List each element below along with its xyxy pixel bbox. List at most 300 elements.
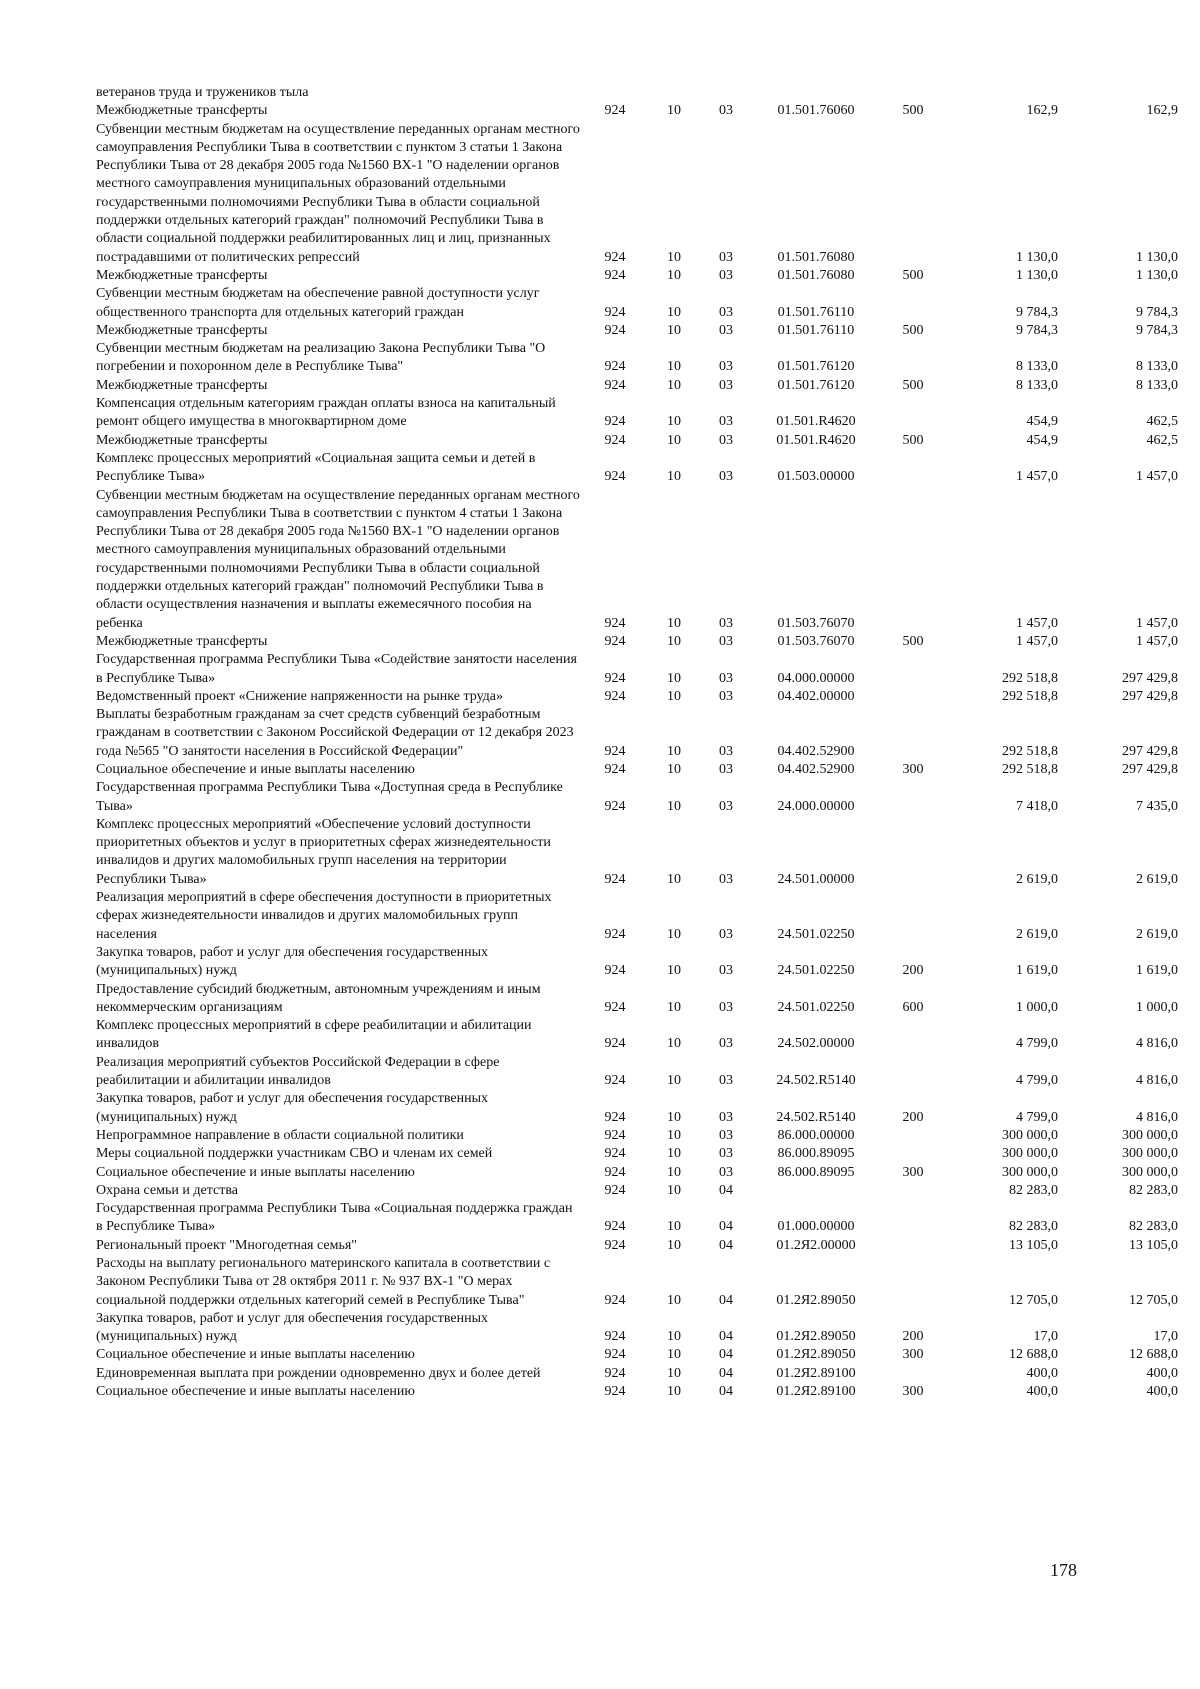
table-row [96,1310,1178,1347]
row-sum-year-1: 13 105,0 [1009,1237,1058,1253]
row-expense-type [878,816,948,889]
table-row [96,1383,1178,1401]
row-sum-year-2: 12 705,0 [1129,1292,1178,1308]
row-sum-year-2: 9 784,3 [1136,322,1178,338]
table-row [96,84,1178,102]
row-expense-type [878,706,948,761]
row-grbs-code: 924 [604,103,626,119]
row-name: Субвенции местным бюджетам на осуществление переданных органам местного самоуправления Республики Тыва в соответствии с пунктом 3 статьи 1 Закона Республики Тыва от 28 декабря 2005 года №1560 ВХ-1 "О наделении органов местного самоуправления муниципальных образований отдельными государственными полномочиями Республики Тыва в области социальной поддержки отдельных категорий граждан" полномочий Республики Тыва в области социальной поддержки реабилитированных лиц и лиц, признанных пострадавшими от политических репрессий [96,121,580,265]
row-name: Охрана семьи и детства [96,1182,238,1198]
row-sum-year-2: 462,5 [1146,414,1178,430]
row-subsection-code: 03 [719,670,733,686]
table-row [96,1365,1178,1383]
row-sum-year-2: 1 130,0 [1136,249,1178,265]
row-grbs-code: 924 [604,377,626,393]
row-subsection-code: 03 [719,249,733,265]
row-expense-type: 500 [902,633,924,649]
row-name: Социальное обеспечение и иные выплаты населению [96,1347,415,1363]
row-section-code: 10 [667,871,681,887]
row-name: Меры социальной поддержки участникам СВО и членам их семей [96,1146,493,1162]
table-row [96,1182,1178,1200]
row-target-article: 86.000.89095 [777,1146,855,1162]
row-sum-year-2: 2 619,0 [1136,871,1178,887]
row-expense-type [878,779,948,816]
row-expense-type: 500 [902,103,924,119]
row-sum-year-1: 400,0 [1026,1384,1058,1400]
row-expense-type [878,688,948,706]
table-row [96,688,1178,706]
row-subsection-code: 04 [719,1347,733,1363]
row-target-article [754,84,878,102]
row-target-article: 24.502.R5140 [776,1073,856,1089]
row-name: Социальное обеспечение и иные выплаты населению [96,1384,415,1400]
row-sum-year-2: 82 283,0 [1129,1182,1178,1198]
row-subsection-code: 03 [719,377,733,393]
row-target-article: 01.2Я2.89050 [776,1347,856,1363]
row-name: Комплекс процессных мероприятий «Обеспечение условий доступности приоритетных объектов и услуг в приоритетных сферах жизнедеятельности инвалидов и других маломобильных групп населения на территории Республики Тыва» [96,816,551,887]
row-target-article: 01.501.R4620 [776,432,856,448]
row-sum-year-1: 8 133,0 [1016,359,1058,375]
row-expense-type: 200 [902,1329,924,1345]
row-subsection-code: 03 [719,267,733,283]
row-section-code: 10 [667,304,681,320]
table-row [96,1127,1178,1145]
table-row [96,779,1178,816]
row-sum-year-1: 9 784,3 [1016,304,1058,320]
row-target-article: 01.000.00000 [777,1219,855,1235]
row-sum-year-2: 9 784,3 [1136,304,1178,320]
row-name: Предоставление субсидий бюджетным, автономным учреждениям и иным некоммерческим организациям [96,981,541,1015]
row-section-code: 10 [667,414,681,430]
row-sum-year-2: 4 816,0 [1136,1073,1178,1089]
row-section-code: 10 [667,1036,681,1052]
row-section-code: 10 [667,1237,681,1253]
row-grbs-code: 924 [604,1219,626,1235]
row-section-code: 10 [667,615,681,631]
row-sum-year-1: 292 518,8 [1002,761,1058,777]
row-section-code: 10 [667,1219,681,1235]
row-name: Реализация мероприятий в сфере обеспечения доступности в приоритетных сферах жизнедеятельности инвалидов и других маломобильных групп населения [96,890,552,942]
row-name: Непрограммное направление в области социальной политики [96,1127,464,1143]
table-row [96,706,1178,761]
row-target-article: 01.501.76080 [777,267,855,283]
row-subsection-code: 04 [719,1219,733,1235]
row-section-code: 10 [667,1109,681,1125]
row-sum-year-1: 1 457,0 [1016,633,1058,649]
row-grbs-code: 924 [604,798,626,814]
row-expense-type [878,889,948,944]
row-sum-year-1: 4 799,0 [1016,1036,1058,1052]
row-grbs-code: 924 [604,1036,626,1052]
row-name: Межбюджетные трансферты [96,322,268,338]
row-expense-type: 200 [902,963,924,979]
row-sum-year-1: 4 799,0 [1016,1109,1058,1125]
row-name: Социальное обеспечение и иные выплаты населению [96,761,415,777]
row-sum-year-2: 8 133,0 [1136,377,1178,393]
row-subsection-code: 03 [719,688,733,704]
row-sum-year-1: 400,0 [1026,1365,1058,1381]
row-target-article: 24.501.02250 [777,926,855,942]
row-section-code: 10 [667,798,681,814]
row-subsection-code: 03 [719,1036,733,1052]
row-sum-year-2: 1 457,0 [1136,615,1178,631]
row-grbs-code: 924 [604,1292,626,1308]
row-name: Межбюджетные трансферты [96,377,268,393]
row-target-article: 01.501.76060 [777,103,855,119]
table-row [96,1237,1178,1255]
row-expense-type [878,1365,948,1383]
row-section-code: 10 [667,1182,681,1198]
row-grbs-code: 924 [604,1384,626,1400]
row-grbs-code: 924 [604,1073,626,1089]
row-sum-year-2: 300 000,0 [1122,1127,1178,1143]
table-row [96,651,1178,688]
budget-table [96,84,1178,1401]
row-name: Единовременная выплата при рождении одновременно двух и более детей [96,1365,541,1381]
row-sum-year-1: 82 283,0 [1009,1182,1058,1198]
row-section-code: 10 [667,249,681,265]
row-grbs-code: 924 [604,1329,626,1345]
row-subsection-code: 04 [719,1292,733,1308]
row-sum-year-2: 12 688,0 [1129,1347,1178,1363]
row-sum-year-2: 297 429,8 [1122,761,1178,777]
row-target-article: 01.501.76110 [777,304,855,320]
row-name: Межбюджетные трансферты [96,633,268,649]
row-expense-type: 500 [902,267,924,283]
row-grbs-code: 924 [604,267,626,283]
row-section-code: 10 [667,999,681,1015]
row-sum-year-2: 1 619,0 [1136,963,1178,979]
row-target-article: 01.2Я2.00000 [776,1237,856,1253]
row-expense-type: 200 [902,1109,924,1125]
table-row [96,1145,1178,1163]
row-grbs-code: 924 [604,761,626,777]
row-name: Межбюджетные трансферты [96,267,268,283]
row-section-code: 10 [667,761,681,777]
row-name: Ведомственный проект «Снижение напряженности на рынке труда» [96,688,504,704]
row-target-article: 01.2Я2.89100 [776,1384,856,1400]
row-subsection-code: 03 [719,1073,733,1089]
row-expense-type [878,487,948,633]
row-grbs-code: 924 [604,1237,626,1253]
row-section-code: 10 [667,1365,681,1381]
row-name: Межбюджетные трансферты [96,103,268,119]
table-row [96,1090,1178,1127]
row-grbs-code: 924 [604,1347,626,1363]
row-sum-year-1: 1 130,0 [1016,249,1058,265]
row-grbs-code: 924 [604,1127,626,1143]
row-sum-year-1: 12 705,0 [1009,1292,1058,1308]
row-section-code: 10 [667,1164,681,1180]
row-sum-year-1: 1 457,0 [1016,469,1058,485]
row-subsection-code: 04 [719,1384,733,1400]
row-target-article: 01.2Я2.89050 [776,1292,856,1308]
row-sum-year-1: 162,9 [1026,103,1058,119]
budget-table-body [96,84,1178,1401]
row-section-code: 10 [667,322,681,338]
row-name: Закупка товаров, работ и услуг для обеспечения государственных (муниципальных) нужд [96,1310,489,1345]
row-grbs-code: 924 [604,1182,626,1198]
row-target-article: 04.402.00000 [777,688,855,704]
table-row [96,981,1178,1018]
table-row [96,944,1178,981]
row-target-article [754,1182,878,1200]
row-subsection-code: 03 [719,761,733,777]
row-sum-year-1: 17,0 [1033,1329,1058,1345]
row-subsection-code: 04 [719,1365,733,1381]
row-grbs-code: 924 [604,999,626,1015]
row-sum-year-1: 8 133,0 [1016,377,1058,393]
row-grbs-code: 924 [604,1146,626,1162]
table-row [96,377,1178,395]
table-row [96,889,1178,944]
table-row [96,121,1178,267]
row-section-code: 10 [667,469,681,485]
row-section-code: 10 [667,670,681,686]
row-expense-type [878,285,948,322]
table-row [96,487,1178,633]
row-section-code: 10 [667,1292,681,1308]
row-sum-year-1: 1 457,0 [1016,615,1058,631]
row-sum-year-1: 12 688,0 [1009,1347,1058,1363]
table-row [96,761,1178,779]
row-expense-type [878,1017,948,1054]
table-row [96,322,1178,340]
table-row [96,1255,1178,1310]
row-target-article: 01.503.00000 [777,469,855,485]
row-expense-type [878,450,948,487]
row-section-code: 10 [667,1384,681,1400]
row-name: Государственная программа Республики Тыва «Содействие занятости населения в Республике Тыва» [96,652,577,686]
row-expense-type: 300 [902,1384,924,1400]
row-name: Субвенции местным бюджетам на осуществление переданных органам местного самоуправления Республики Тыва в соответствии с пунктом 4 статьи 1 Закона Республики Тыва от 28 декабря 2005 года №1560 ВХ-1 "О наделении органов местного самоуправления муниципальных образований отдельными государственными полномочиями Республики Тыва в области социальной поддержки отдельных категорий граждан" полномочий Республики Тыва в области осуществления назначения и выплаты ежемесячного пособия на ребенка [96,487,580,631]
row-sum-year-1: 2 619,0 [1016,871,1058,887]
row-target-article: 01.501.76120 [777,377,855,393]
row-subsection-code: 03 [719,615,733,631]
row-grbs-code: 924 [604,688,626,704]
row-expense-type [878,1127,948,1145]
row-expense-type: 300 [902,761,924,777]
row-sum-year-2: 82 283,0 [1129,1219,1178,1235]
row-name: Расходы на выплату регионального материнского капитала в соответствии с Законом Республики Тыва от 28 октября 2011 г. № 937 ВХ-1 "О мерах социальной поддержки отдельных категорий семей в Республике Тыва" [96,1256,551,1308]
row-target-article: 01.2Я2.89100 [776,1365,856,1381]
row-target-article: 01.501.76080 [777,249,855,265]
row-sum-year-2: 13 105,0 [1129,1237,1178,1253]
row-subsection-code: 03 [719,798,733,814]
row-name: ветеранов труда и тружеников тыла [96,85,309,100]
row-sum-year-2: 297 429,8 [1122,743,1178,759]
row-name: Реализация мероприятий субъектов Российской Федерации в сфере реабилитации и абилитации инвалидов [96,1054,500,1089]
row-sum-year-1: 454,9 [1026,432,1058,448]
row-target-article: 01.2Я2.89050 [776,1329,856,1345]
row-subsection-code: 03 [719,1127,733,1143]
row-subsection-code: 03 [719,469,733,485]
row-expense-type [878,1237,948,1255]
row-sum-year-1: 454,9 [1026,414,1058,430]
row-sum-year-1: 292 518,8 [1002,688,1058,704]
row-section-code: 10 [667,963,681,979]
row-sum-year-1: 292 518,8 [1002,743,1058,759]
row-name: Выплаты безработным гражданам за счет средств субвенций безработным гражданам в соответствии с Законом Российской Федерации от 12 декабря 2023 года №565 "О занятости населения в Российской Федерации" [96,707,574,759]
row-sum-year-2: 4 816,0 [1136,1109,1178,1125]
row-sum-year-1: 292 518,8 [1002,670,1058,686]
row-sum-year-1: 82 283,0 [1009,1219,1058,1235]
row-sum-year-2: 162,9 [1146,103,1178,119]
row-expense-type [878,1255,948,1310]
row-grbs-code: 924 [604,414,626,430]
row-grbs-code: 924 [604,670,626,686]
row-grbs-code: 924 [604,322,626,338]
row-subsection-code: 03 [719,322,733,338]
row-subsection-code: 04 [719,1182,733,1198]
row-name: Государственная программа Республики Тыва «Социальная поддержка граждан в Республике Тыва» [96,1201,573,1235]
row-section-code: 10 [667,103,681,119]
row-section-code: 10 [667,743,681,759]
table-row [96,450,1178,487]
row-sum-year-2: 1 457,0 [1136,633,1178,649]
row-section-code: 10 [667,1347,681,1363]
row-sum-year-2: 1 000,0 [1136,999,1178,1015]
table-row [96,1200,1178,1237]
row-grbs-code: 924 [604,469,626,485]
row-grbs-code: 924 [604,633,626,649]
row-sum-year-1: 9 784,3 [1016,322,1058,338]
row-sum-year-2 [1058,84,1178,102]
row-grbs-code: 924 [604,963,626,979]
row-name: Закупка товаров, работ и услуг для обеспечения государственных (муниципальных) нужд [96,944,489,979]
table-row [96,1346,1178,1364]
row-sum-year-2: 2 619,0 [1136,926,1178,942]
row-section-code: 10 [667,267,681,283]
row-expense-type: 500 [902,377,924,393]
row-section-code: 10 [667,1127,681,1143]
row-target-article: 01.501.76110 [777,322,855,338]
row-sum-year-1: 300 000,0 [1002,1164,1058,1180]
row-expense-type [878,1182,948,1200]
row-grbs-code [580,84,650,102]
row-expense-type [878,1054,948,1091]
row-target-article: 04.402.52900 [777,743,855,759]
row-name: Государственная программа Республики Тыва «Доступная среда в Республике Тыва» [96,780,563,814]
row-subsection-code: 03 [719,1109,733,1125]
row-name: Комплекс процессных мероприятий «Социальная защита семьи и детей в Республике Тыва» [96,450,536,485]
table-row [96,1164,1178,1182]
row-expense-type: 300 [902,1347,924,1363]
row-grbs-code: 924 [604,1365,626,1381]
table-row [96,633,1178,651]
row-subsection-code: 03 [719,1146,733,1162]
row-subsection-code: 03 [719,359,733,375]
row-sum-year-2: 400,0 [1146,1365,1178,1381]
row-name: Социальное обеспечение и иные выплаты населению [96,1164,415,1180]
row-section-code: 10 [667,688,681,704]
row-sum-year-1: 7 418,0 [1016,798,1058,814]
row-section-code: 10 [667,1073,681,1089]
row-subsection-code: 03 [719,432,733,448]
row-subsection-code: 03 [719,414,733,430]
row-target-article: 24.501.02250 [777,963,855,979]
row-expense-type [878,84,948,102]
row-sum-year-2: 1 457,0 [1136,469,1178,485]
row-expense-type: 600 [902,999,924,1015]
row-subsection-code: 03 [719,743,733,759]
row-target-article: 24.000.00000 [777,798,855,814]
row-sum-year-2: 462,5 [1146,432,1178,448]
row-sum-year-1: 1 000,0 [1016,999,1058,1015]
row-target-article: 01.501.R4620 [776,414,856,430]
table-row [96,816,1178,889]
row-section-code: 10 [667,926,681,942]
row-sum-year-2: 297 429,8 [1122,688,1178,704]
row-sum-year-2: 300 000,0 [1122,1146,1178,1162]
row-subsection-code: 03 [719,963,733,979]
row-target-article: 01.501.76120 [777,359,855,375]
row-sum-year-2: 8 133,0 [1136,359,1178,375]
row-grbs-code: 924 [604,304,626,320]
table-row [96,340,1178,377]
row-expense-type: 300 [902,1164,924,1180]
row-target-article: 86.000.00000 [777,1127,855,1143]
row-sum-year-1 [948,84,1058,102]
row-sum-year-1: 4 799,0 [1016,1073,1058,1089]
row-sum-year-2: 1 130,0 [1136,267,1178,283]
row-sum-year-2: 7 435,0 [1136,798,1178,814]
row-subsection-code: 03 [719,999,733,1015]
row-target-article: 86.000.89095 [777,1164,855,1180]
row-grbs-code: 924 [604,249,626,265]
row-sum-year-2: 297 429,8 [1122,670,1178,686]
row-sum-year-1: 1 130,0 [1016,267,1058,283]
row-section-code [650,84,698,102]
row-section-code: 10 [667,432,681,448]
row-target-article: 24.502.00000 [777,1036,855,1052]
row-target-article: 01.503.76070 [777,633,855,649]
row-subsection-code: 03 [719,304,733,320]
row-expense-type [878,395,948,432]
row-subsection-code: 04 [719,1329,733,1345]
row-subsection-code: 04 [719,1237,733,1253]
row-section-code: 10 [667,1329,681,1345]
row-grbs-code: 924 [604,432,626,448]
row-name: Закупка товаров, работ и услуг для обеспечения государственных (муниципальных) нужд [96,1091,489,1125]
table-row [96,395,1178,432]
row-expense-type [878,1200,948,1237]
row-target-article: 24.501.02250 [777,999,855,1015]
row-subsection-code: 03 [719,633,733,649]
row-expense-type: 500 [902,322,924,338]
row-subsection-code: 03 [719,103,733,119]
row-expense-type [878,651,948,688]
row-sum-year-2: 17,0 [1153,1329,1178,1345]
table-row [96,432,1178,450]
table-row [96,267,1178,285]
row-grbs-code: 924 [604,1109,626,1125]
row-target-article: 04.000.00000 [777,670,855,686]
row-section-code: 10 [667,359,681,375]
row-sum-year-2: 4 816,0 [1136,1036,1178,1052]
row-target-article: 24.501.00000 [777,871,855,887]
row-subsection-code: 03 [719,871,733,887]
row-sum-year-2: 400,0 [1146,1384,1178,1400]
table-row [96,1054,1178,1091]
row-grbs-code: 924 [604,926,626,942]
row-subsection-code: 03 [719,1164,733,1180]
row-section-code: 10 [667,633,681,649]
row-sum-year-1: 300 000,0 [1002,1127,1058,1143]
row-grbs-code: 924 [604,359,626,375]
row-sum-year-2: 300 000,0 [1122,1164,1178,1180]
row-grbs-code: 924 [604,1164,626,1180]
